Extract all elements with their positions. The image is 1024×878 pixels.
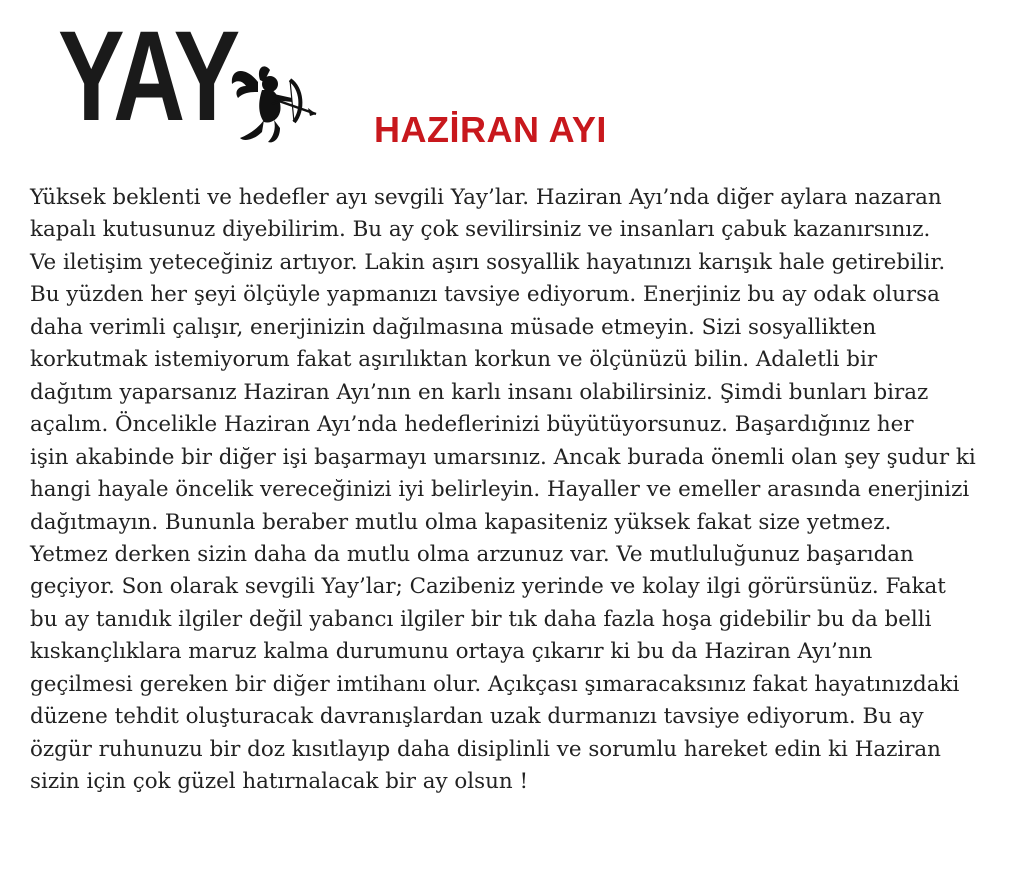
horoscope-text: Yüksek beklenti ve hedefler ayı sevgili Yay’lar. Haziran Ayı’nda diğer aylara nazaran kapalı kutusunuz diyebilirim. Bu ay çok sevilirsiniz ve insanları çabuk kazanırsınız. Ve iletişim yeteceğiniz artıyor. Lakin aşırı sosyallik hayatınızı karışık hale getirebilir. Bu yüzden her şeyi ölçüyle yapmanızı tavsiye ediyorum. Enerjiniz bu ay odak olursa daha verimli çalışır, enerjinizin dağılmasına müsade etmeyin. Sizi sosyallikten korkutmak istemiyorum fakat aşırılıktan korkun ve ölçünüzü bilin. Adaletli bir dağıtım yaparsanız Haziran Ayı’nın en karlı insanı olabilirsiniz. Şimdi bunları biraz açalım. Öncelikle Haziran Ayı’nda hedeflerinizi büyütüyorsunuz. Başardığınız her işin akabinde bir diğer işi başarmayı umarsınız. Ancak burada önemli olan şey şudur ki hangi hayale öncelik vereceğinizi iyi belirleyin. Hayaller ve emeller arasında enerjinizi dağıtmayın. Bununla beraber mutlu olma kapasiteniz yüksek fakat size yetmez. Yetmez derken sizin daha da mutlu olma arzunuz var. Ve mutluluğunuz başarıdan geçiyor. Son olarak sevgili Yay’lar; Cazibeniz yerinde ve kolay ilgi görürsünüz. Fakat bu ay tanıdık ilgiler değil yabancı ilgiler bir tık daha fazla hoşa gidebilir bu da belli kıskançlıklara maruz kalma durumunu ortaya çıkarır ki bu da Haziran Ayı’nın geçilmesi gereken bir diğer imtihanı olur. Açıkçası şımaracaksınız fakat hayatınızdaki düzene tehdit oluşturacak davranışlardan uzak durmanızı tavsiye ediyorum. Bu ay özgür ruhunuzu bir doz kısıtlayıp daha disiplinli ve sorumlu hareket edin ki Haziran sizin için çok güzel hatırnalacak bir ay olsun ! xyxy=(30,185,976,795)
page-header xyxy=(0,0,1024,170)
sign-title: YAY xyxy=(58,5,238,148)
month-title: HAZİRAN AYI xyxy=(374,109,607,150)
cupid-archer-icon xyxy=(228,58,324,146)
